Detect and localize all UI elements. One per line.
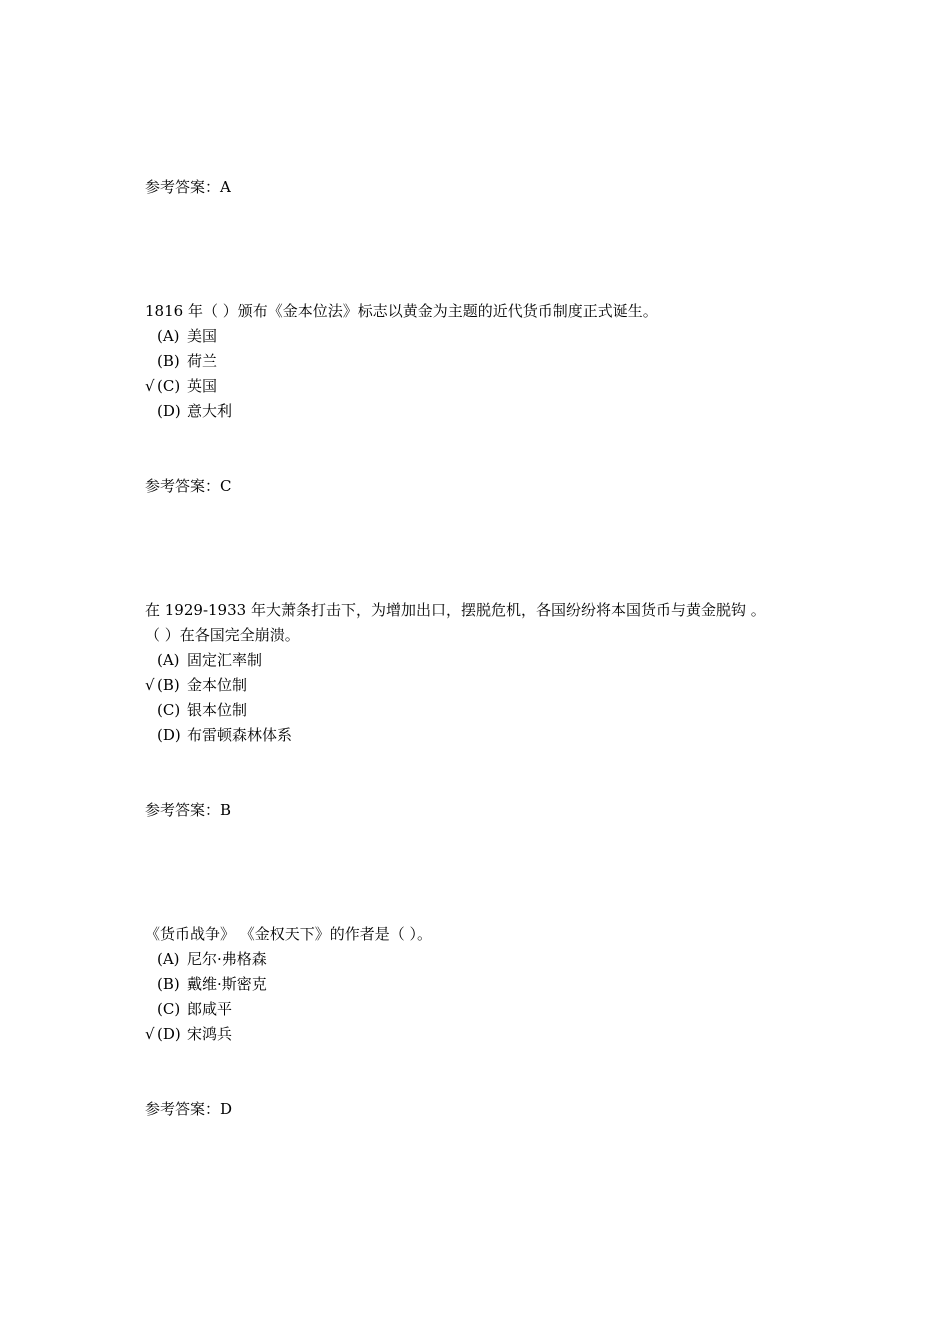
question-4-option-b	[145, 974, 267, 994]
option-text: 尼尔·弗格森	[187, 950, 267, 968]
option-letter: (C)	[157, 377, 181, 395]
check-mark: √	[145, 377, 155, 395]
reference-answer-3	[145, 800, 231, 820]
question-2-option-a	[145, 326, 217, 346]
question-3-option-b	[145, 675, 247, 695]
question-2-option-d	[145, 401, 232, 421]
option-text: 荷兰	[187, 352, 218, 370]
option-text: 银本位制	[187, 701, 248, 719]
question-4-option-a	[145, 949, 267, 969]
question-2-option-b	[145, 351, 217, 371]
option-text: 金本位制	[187, 676, 248, 694]
question-3-option-a	[145, 650, 262, 670]
answer-value: D	[220, 1100, 233, 1118]
option-letter: (B)	[157, 975, 180, 993]
question-2-text: 1816 年（ ）颁布《金本位法》标志以黄金为主题的近代货币制度正式诞生。	[145, 302, 658, 320]
answer-label: 参考答案：	[145, 801, 221, 819]
option-letter: (C)	[157, 701, 181, 719]
question-4-option-d	[145, 1024, 232, 1044]
question-4-text: 《货币战争》 《金权天下》的作者是（ ）。	[145, 925, 433, 943]
reference-answer-4	[145, 1099, 232, 1119]
option-letter: (A)	[157, 651, 180, 669]
option-letter: (B)	[157, 352, 180, 370]
reference-answer-1	[145, 177, 231, 197]
option-text: 固定汇率制	[187, 651, 263, 669]
option-letter: (B)	[157, 676, 180, 694]
answer-value: B	[220, 801, 232, 819]
question-3-text-line-2: （ ）在各国完全崩溃。	[145, 626, 300, 644]
option-text: 郎咸平	[187, 1000, 233, 1018]
question-3-text-line-1: 在 1929-1933 年大萧条打击下，为增加出口，摆脱危机，各国纷纷将本国货币与黄金脱钩 。	[145, 601, 766, 619]
option-letter: (D)	[157, 726, 181, 744]
question-2-option-c	[145, 376, 217, 396]
question-4-option-c	[145, 999, 232, 1019]
option-letter: (A)	[157, 327, 180, 345]
answer-value: A	[220, 178, 231, 196]
question-3-option-d	[145, 725, 292, 745]
check-mark: √	[145, 676, 155, 694]
answer-value: C	[220, 477, 232, 495]
option-letter: (C)	[157, 1000, 181, 1018]
reference-answer-2	[145, 476, 232, 496]
option-text: 宋鸿兵	[187, 1025, 233, 1043]
option-text: 英国	[187, 377, 218, 395]
question-3-option-c	[145, 700, 247, 720]
option-letter: (D)	[157, 1025, 181, 1043]
option-text: 美国	[187, 327, 218, 345]
option-text: 意大利	[187, 402, 233, 420]
answer-label: 参考答案：	[145, 1100, 221, 1118]
option-letter: (A)	[157, 950, 180, 968]
option-text: 戴维·斯密克	[187, 975, 267, 993]
answer-label: 参考答案：	[145, 477, 221, 495]
option-text: 布雷顿森林体系	[187, 726, 293, 744]
option-letter: (D)	[157, 402, 181, 420]
answer-label: 参考答案：	[145, 178, 221, 196]
check-mark: √	[145, 1025, 155, 1043]
